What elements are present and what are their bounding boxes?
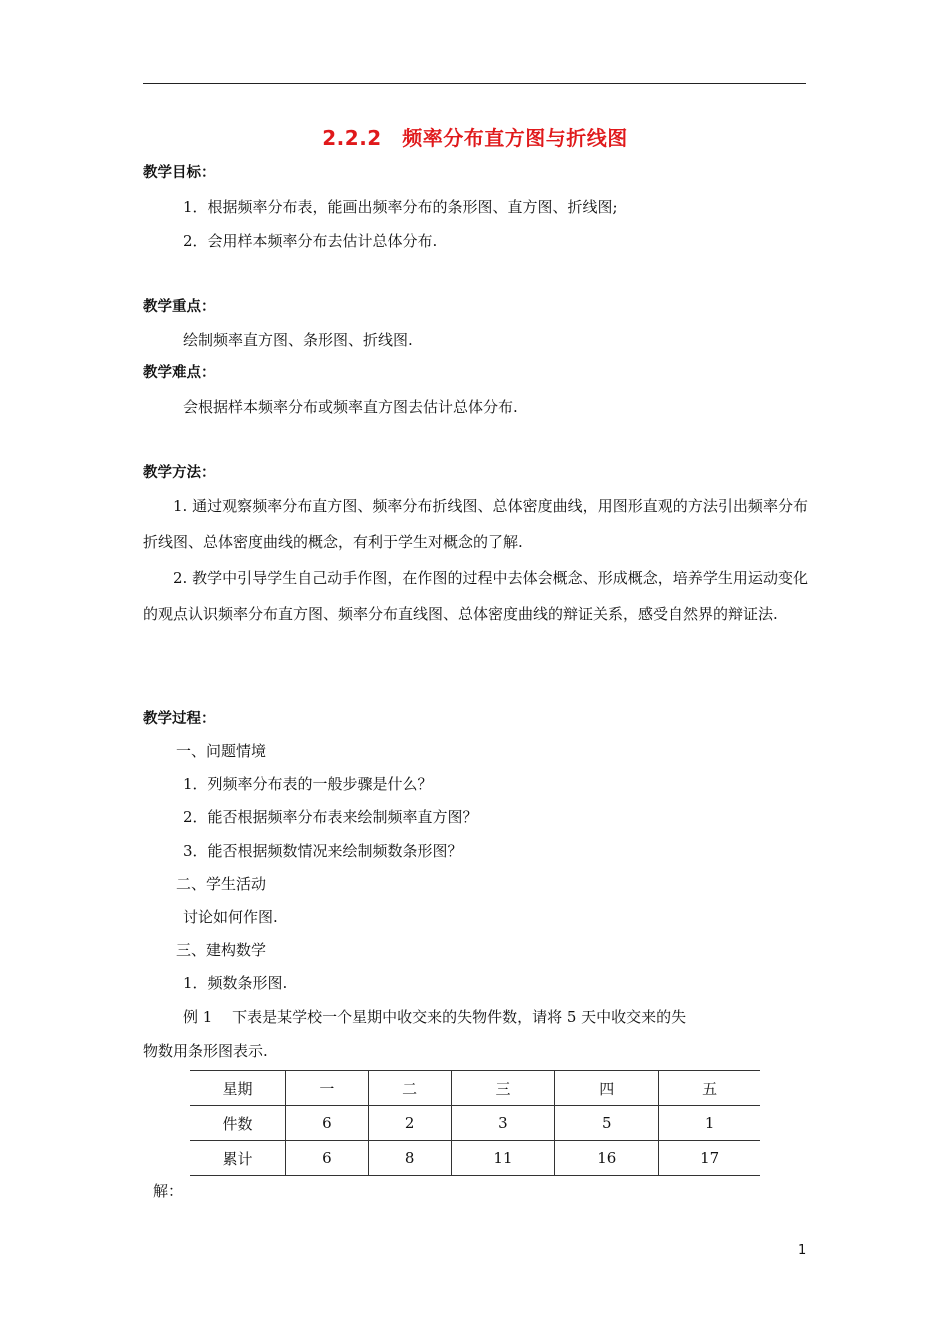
table-cell: 16 (555, 1141, 659, 1176)
table-cell: 累计 (190, 1141, 286, 1176)
process-part-1: 一、问题情境 (176, 742, 267, 760)
example-line-1: 例 1 下表是某学校一个星期中收交来的失物件数，请将 5 天中收交来的失 (183, 1008, 687, 1026)
table-cell: 四 (555, 1071, 659, 1106)
table-row (190, 1106, 760, 1141)
process-part-3: 三、建构数学 (176, 941, 267, 959)
table-cell: 五 (659, 1071, 760, 1106)
table-cell: 3 (451, 1106, 555, 1141)
table-cell: 6 (286, 1141, 369, 1176)
solution-label: 解： (153, 1182, 184, 1200)
table-cell: 件数 (190, 1106, 286, 1141)
table-cell: 17 (659, 1141, 760, 1176)
difficulties-heading: 教学难点： (143, 365, 216, 381)
question-1: 1．列频率分布表的一般步骤是什么？ (183, 775, 433, 793)
question-3: 3．能否根据频数情况来绘制频数条形图？ (183, 842, 463, 860)
method-1: 1. 通过观察频率分布直方图、频率分布折线图、总体密度曲线，用图形直观的方法引出频率分布折线图、总体密度曲线的概念，有利于学生对概念的了解. (143, 497, 808, 551)
table-row (190, 1071, 760, 1106)
process-heading: 教学过程： (143, 711, 216, 727)
table-cell: 6 (286, 1106, 369, 1141)
activity-text: 讨论如何作图. (183, 908, 278, 926)
objectives-heading: 教学目标： (143, 165, 216, 181)
table-cell: 三 (451, 1071, 555, 1106)
example-line-2: 物数用条形图表示. (143, 1042, 268, 1060)
lost-items-table (190, 1070, 760, 1176)
item-1: 1．频数条形图. (183, 974, 288, 992)
method-2: 2. 教学中引导学生自己动手作图，在作图的过程中去体会概念、形成概念，培养学生用运动变化的观点认识频率分布直方图、频率分布直线图、总体密度曲线的辩证关系，感受自然界的辩证法. (143, 569, 808, 623)
table-cell: 二 (368, 1071, 451, 1106)
page-number: 1 (798, 1243, 807, 1258)
page-title: 2.2.2 频率分布直方图与折线图 (322, 126, 628, 150)
table-cell: 8 (368, 1141, 451, 1176)
objective-2: 2．会用样本频率分布去估计总体分布. (183, 232, 438, 250)
table-cell: 1 (659, 1106, 760, 1141)
process-part-2: 二、学生活动 (176, 875, 267, 893)
objective-1: 1．根据频率分布表，能画出频率分布的条形图、直方图、折线图; (183, 198, 618, 216)
difficulties-text: 会根据样本频率分布或频率直方图去估计总体分布. (183, 398, 518, 416)
table-cell: 11 (451, 1141, 555, 1176)
table-cell: 星期 (190, 1071, 286, 1106)
key-points-text: 绘制频率直方图、条形图、折线图. (183, 331, 413, 349)
key-points-heading: 教学重点： (143, 299, 216, 315)
table-cell: 一 (286, 1071, 369, 1106)
table-row (190, 1141, 760, 1176)
table-cell: 2 (368, 1106, 451, 1141)
header-rule (143, 83, 806, 84)
table-cell: 5 (555, 1106, 659, 1141)
question-2: 2．能否根据频率分布表来绘制频率直方图？ (183, 808, 478, 826)
methods-heading: 教学方法： (143, 465, 216, 481)
